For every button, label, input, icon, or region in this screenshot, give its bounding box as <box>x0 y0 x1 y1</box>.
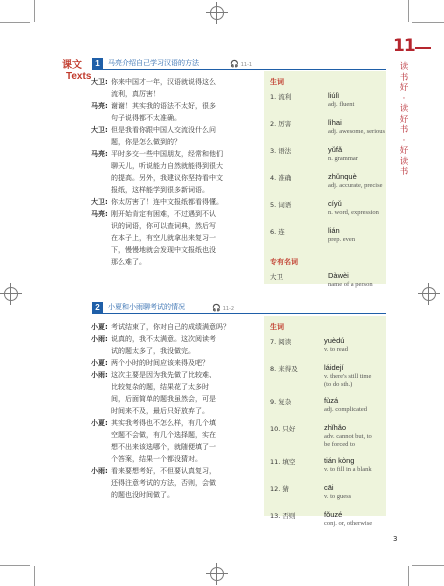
vocab-item <box>264 199 386 226</box>
vocab-pinyin: cāi <box>324 483 334 492</box>
section-1-dialogue <box>91 76 261 268</box>
vocab-number-word: 3. 语法 <box>270 147 292 155</box>
vocab-number-word: 10. 只好 <box>270 425 296 433</box>
vocab-item <box>264 336 386 363</box>
dialogue-text: 这次主要是因为我先做了比较难、 <box>111 371 216 379</box>
section-2-header <box>92 302 386 314</box>
chapter-title-char: 读 <box>399 104 409 114</box>
speaker-name: 小夏: <box>91 419 108 427</box>
dialogue-text: 识的词语，你可以查词典，然后写 <box>111 222 216 230</box>
vocab-definition-line: conj. or, otherwise <box>324 520 373 527</box>
vocab-definition <box>324 346 348 354</box>
speaker-name: 马亮: <box>91 102 108 110</box>
dialogue-text: 在本子上，有空儿就拿出来复习一 <box>111 234 216 242</box>
dialogue-text: 你太厉害了！连中文报纸都看得懂。 <box>111 198 223 206</box>
vocab-definition <box>324 433 372 449</box>
dialogue-text: 谢谢！其实我的语法不太好，很多 <box>111 102 216 110</box>
vocab-item <box>264 271 386 298</box>
dialogue-turn <box>91 333 261 357</box>
vocab-definition <box>324 466 372 474</box>
trim-line <box>0 565 30 566</box>
chapter-title-char: 好 <box>399 146 409 156</box>
speaker-name: 小雨: <box>91 335 108 343</box>
chapter-title-char: 好 <box>399 114 409 125</box>
audio-track[interactable] <box>230 59 252 70</box>
vocab-number-word: 9. 复杂 <box>270 398 292 406</box>
dialogue-text: 下，慢慢地就会发现中文报纸也没 <box>111 246 216 254</box>
speaker-name: 大卫: <box>91 78 108 86</box>
vocab-definition-line: v. there's still time <box>324 373 372 380</box>
vocab-pinyin: yǔfǎ <box>328 145 343 154</box>
speaker-name: 马亮: <box>91 150 108 158</box>
vocab-number-word: 7. 阅读 <box>270 338 292 346</box>
dialogue-text: 还得注意考试的方法，否则，会做 <box>111 479 216 487</box>
vocab-item <box>264 226 386 253</box>
dialogue-turn <box>91 417 261 465</box>
vocab-definition-line: adj. awesome, serious <box>328 128 386 135</box>
vocab-pinyin: zhǐhǎo <box>324 423 347 432</box>
dialogue-text: 的提高。另外，我建议你坚持看中文 <box>111 174 223 182</box>
dialogue-text: 其实我考得也不怎么样，有几个填 <box>111 419 216 427</box>
page-number: 3 <box>393 535 398 543</box>
vocab-definition-line: prep. even <box>328 236 356 243</box>
lesson-label-cn: 课文 <box>62 60 82 71</box>
vocab-definition-line: name of a person <box>328 281 373 288</box>
vocab-number-word: 8. 来得及 <box>270 365 298 373</box>
vocab-item <box>264 510 386 537</box>
dialogue-turn <box>91 208 261 268</box>
speaker-name: 大卫: <box>91 126 108 134</box>
vocab-definition <box>328 281 373 289</box>
dialogue-turn <box>91 124 261 148</box>
audio-track-number: 11-1 <box>240 62 253 68</box>
vocab-definition <box>328 182 383 190</box>
vocab-item <box>264 118 386 145</box>
chapter-title-char: 书 <box>399 72 409 83</box>
vocab-number-word: 1. 流利 <box>270 93 292 101</box>
vocab-definition <box>324 406 367 414</box>
speaker-name: 小夏: <box>91 323 108 331</box>
vocab-item <box>264 172 386 199</box>
audio-track[interactable] <box>212 303 234 314</box>
chapter-title-char: · <box>402 93 406 104</box>
speaker-name: 小雨: <box>91 371 108 379</box>
chapter-number: 11 <box>393 36 415 56</box>
trim-line <box>0 22 30 23</box>
speaker-name: 小雨: <box>91 467 108 475</box>
section-2-vocab-panel <box>264 316 386 527</box>
vocab-pinyin: liúlì <box>328 91 340 100</box>
dialogue-text: 考试结束了，你对自己的成绩满意吗？ <box>111 323 230 331</box>
dialogue-text: 刚开始肯定有困难，不过遇到不认 <box>111 210 216 218</box>
audio-track-number: 11-2 <box>222 306 235 312</box>
headphones-icon: 🎧 <box>212 304 221 312</box>
chapter-title <box>397 62 411 178</box>
dialogue-text: 看来要想考好，不但要认真复习， <box>111 467 216 475</box>
dialogue-turn <box>91 76 261 100</box>
vocab-pinyin: cíyǔ <box>328 199 342 208</box>
section-1-header <box>92 58 386 70</box>
vocab-number-word: 5. 词语 <box>270 201 292 209</box>
vocab-definition <box>328 128 385 136</box>
trim-line <box>34 566 35 586</box>
vocab-definition-line: adv. cannot but, to <box>324 433 372 440</box>
vocab-number-word: 13. 否则 <box>270 512 296 520</box>
dialogue-turn <box>91 357 261 369</box>
proper-noun-heading: 专有名词 <box>270 258 298 266</box>
dialogue-turn <box>91 100 261 124</box>
dialogue-text: 个答案，结果一个都没猜对。 <box>111 455 202 463</box>
vocab-item <box>264 483 386 510</box>
dialogue-text: 比较复杂的题，结果花了太多时 <box>111 383 209 391</box>
headphones-icon: 🎧 <box>230 60 239 68</box>
speaker-name: 马亮: <box>91 210 108 218</box>
dialogue-text: 聊天儿，听说能力自然就能得到很大 <box>111 162 223 170</box>
chapter-title-char: 好 <box>399 83 409 93</box>
trim-line <box>34 0 35 22</box>
dialogue-text: 你来中国才一年，汉语就说得这么 <box>111 78 216 86</box>
vocab-definition <box>324 493 351 501</box>
dialogue-turn <box>91 465 261 501</box>
chapter-title-char: 书 <box>399 125 409 135</box>
vocab-pinyin: yuèdú <box>324 336 345 345</box>
vocab-pinyin: zhǔnquè <box>328 172 357 181</box>
trim-line <box>408 0 409 22</box>
registration-mark-bottom <box>206 563 228 585</box>
dialogue-text: 句子说得都不太准确。 <box>111 114 181 122</box>
vocab-number-word: 2. 厉害 <box>270 120 292 128</box>
vocab-definition <box>328 209 379 217</box>
dialogue-text: 两个小时的时间应该来得及吧？ <box>111 359 209 367</box>
trim-line <box>412 565 444 566</box>
section-title: 小夏和小雨聊考试的情况 <box>108 303 185 311</box>
dialogue-text: 题，你是怎么做到的？ <box>111 138 181 146</box>
vocab-pinyin: fùzá <box>324 396 339 405</box>
vocab-definition-line: be forced to <box>324 441 356 448</box>
vocab-item <box>264 456 386 483</box>
vocab-definition-line: (to do sth.) <box>324 381 353 388</box>
dialogue-text: 时间来不及，最后只好放弃了。 <box>111 407 209 415</box>
vocab-definition-line: adj. complicated <box>324 406 367 413</box>
chapter-title-char: 书 <box>399 167 409 177</box>
section-title: 马亮介绍自己学习汉语的方法 <box>108 59 199 67</box>
dialogue-text: 想不出来该选哪个，就随便填了一 <box>111 443 216 451</box>
dialogue-text: 报纸，这样能学到很多新词语。 <box>111 186 209 194</box>
chapter-dash <box>415 47 431 49</box>
trim-line <box>412 22 444 23</box>
registration-mark-top <box>206 2 228 24</box>
vocab-number-word: 4. 准确 <box>270 174 292 182</box>
lesson-label-en: Texts <box>66 71 92 82</box>
dialogue-text: 试的题太多了，我没做完。 <box>111 347 195 355</box>
dialogue-text: 说真的，我不太满意。这次阅读考 <box>111 335 216 343</box>
chapter-title-char: 读 <box>399 156 409 167</box>
vocab-definition-line: n. word, expression <box>328 209 379 216</box>
chapter-title-char: · <box>402 135 406 146</box>
section-1-vocab-panel <box>264 71 386 288</box>
dialogue-turn <box>91 321 261 333</box>
vocab-item <box>264 396 386 423</box>
vocab-pinyin: Dàwèi <box>328 271 349 280</box>
vocab-definition <box>324 373 371 389</box>
registration-mark-left <box>0 283 22 305</box>
vocab-item <box>264 91 386 118</box>
vocab-number-word: 12. 猜 <box>270 485 289 493</box>
dialogue-turn <box>91 196 261 208</box>
dialogue-turn <box>91 148 261 196</box>
dialogue-text: 那么难了。 <box>111 258 146 266</box>
vocab-number-word: 6. 连 <box>270 228 285 236</box>
vocab-item <box>264 363 386 396</box>
vocab-number-word: 11. 填空 <box>270 458 296 466</box>
vocab-pinyin: lìhai <box>328 118 342 127</box>
vocab-definition-line: adj. fluent <box>328 101 355 108</box>
vocab-number-word: 大卫 <box>270 273 283 281</box>
dialogue-text: 流利，真厉害！ <box>111 90 160 98</box>
vocab-heading: 生词 <box>270 78 284 86</box>
registration-mark-right <box>418 283 440 305</box>
vocab-definition <box>324 520 372 528</box>
vocab-pinyin: tián kòng <box>324 456 355 465</box>
vocab-definition-line: adj. accurate, precise <box>328 182 383 189</box>
dialogue-text: 空题不会做，有几个选择题，实在 <box>111 431 216 439</box>
vocab-item <box>264 423 386 456</box>
vocab-heading: 生词 <box>270 323 284 331</box>
dialogue-text: 的题也没时间做了。 <box>111 491 174 499</box>
vocab-definition-line: n. grammar <box>328 155 358 162</box>
dialogue-text: 间，后面简单的题我虽然会，可是 <box>111 395 216 403</box>
section-number: 1 <box>92 58 103 69</box>
vocab-definition <box>328 101 354 109</box>
vocab-definition-line: v. to read <box>324 346 348 353</box>
vocab-definition <box>328 155 358 163</box>
trim-line <box>408 566 409 586</box>
dialogue-turn <box>91 369 261 417</box>
section-number: 2 <box>92 302 103 313</box>
vocab-pinyin: láidejí <box>324 363 344 372</box>
section-2-dialogue <box>91 321 261 501</box>
vocab-pinyin: lián <box>328 226 340 235</box>
vocab-definition <box>328 236 355 244</box>
chapter-title-char: 读 <box>399 62 409 72</box>
dialogue-text: 平时多交一些中国朋友，经常和他们 <box>111 150 223 158</box>
vocab-pinyin: fǒuzé <box>324 510 343 519</box>
vocab-item <box>264 145 386 172</box>
speaker-name: 小夏: <box>91 359 108 367</box>
vocab-definition-line: v. to fill in a blank <box>324 466 372 473</box>
vocab-definition-line: v. to guess <box>324 493 352 500</box>
dialogue-text: 但是我看你跟中国人交流没什么问 <box>111 126 216 134</box>
speaker-name: 大卫: <box>91 198 108 206</box>
